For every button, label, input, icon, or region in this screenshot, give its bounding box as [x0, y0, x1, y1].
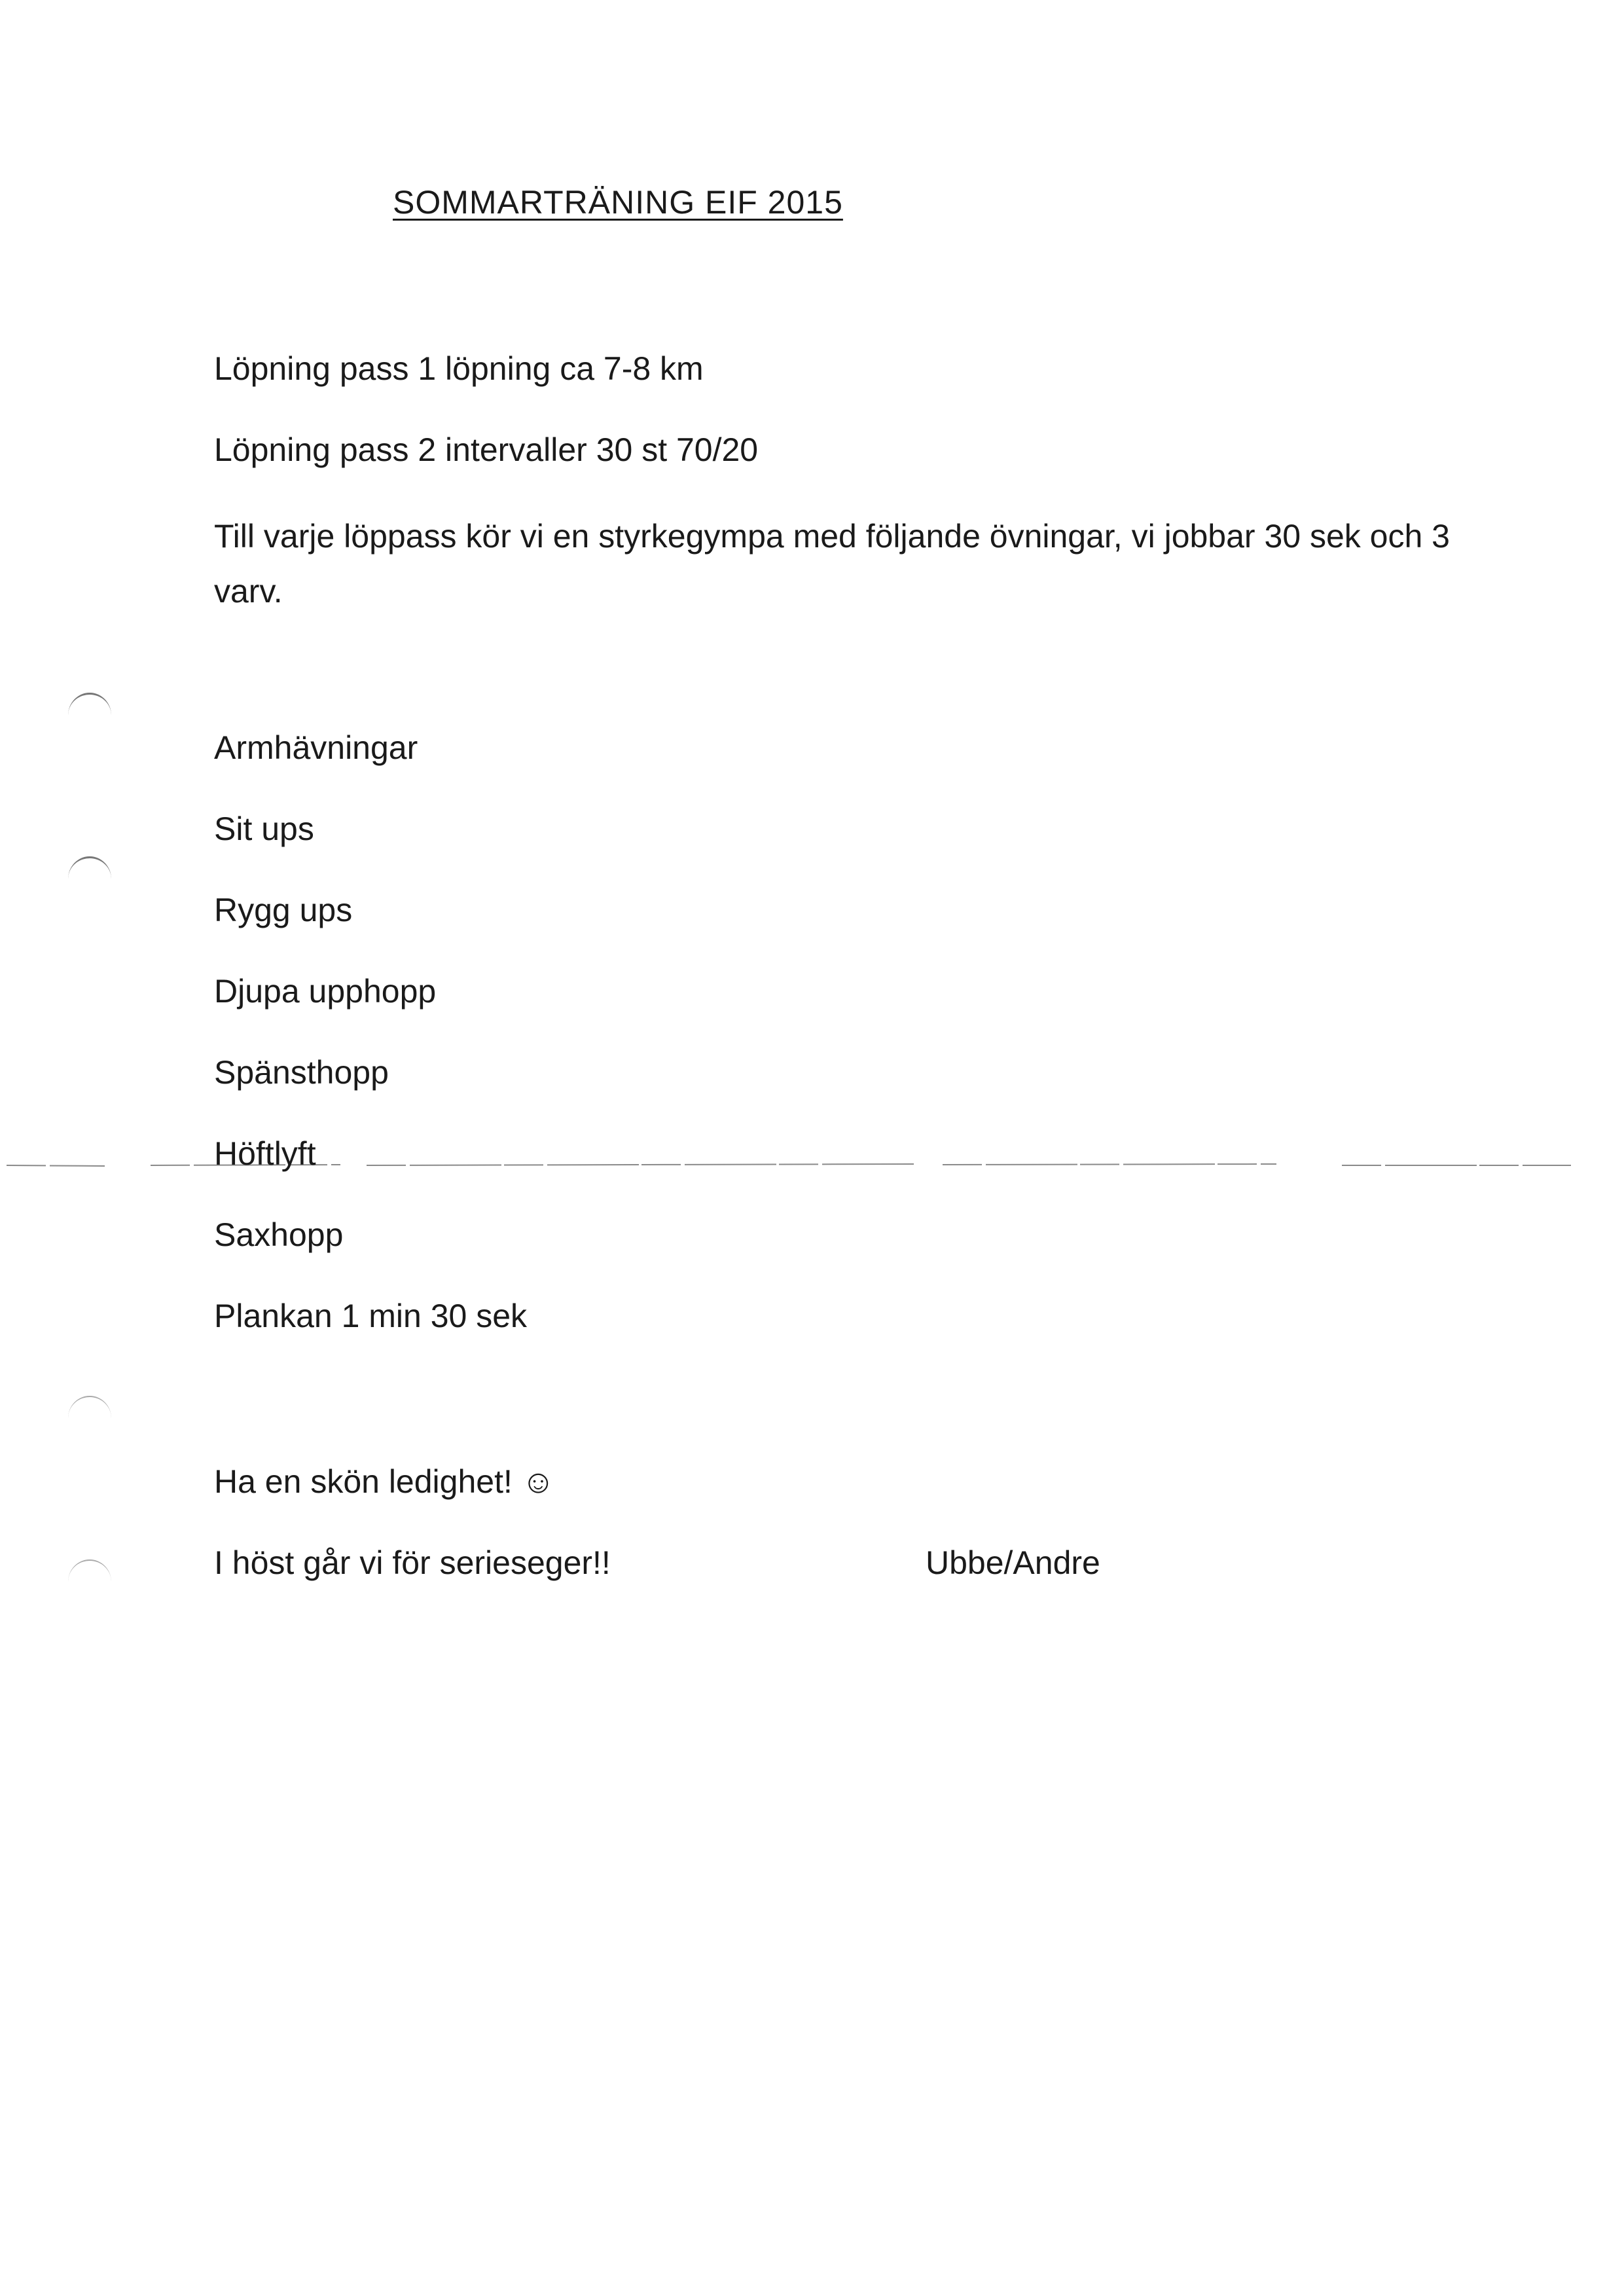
- exercise-item: Plankan 1 min 30 sek: [214, 1298, 528, 1334]
- binder-hole-mark: [68, 1396, 111, 1440]
- running-session-2: Löpning pass 2 intervaller 30 st 70/20: [214, 431, 759, 468]
- document-title: SOMMARTRÄNING EIF 2015: [393, 184, 843, 221]
- exercise-item: Sit ups: [214, 811, 314, 847]
- binder-hole-mark: [68, 693, 111, 738]
- closing-motto: I höst går vi för serieseger!!: [214, 1544, 611, 1581]
- intro-paragraph: Till varje löppass kör vi en styrkegympa med följande övningar, vi jobbar 30 sek och 3 varv.: [214, 518, 1450, 610]
- exercise-item: Saxhopp: [214, 1216, 344, 1253]
- exercise-item: Armhävningar: [214, 729, 418, 766]
- exercise-item: Höftlyft: [214, 1135, 316, 1172]
- exercise-item: Djupa upphopp: [214, 973, 437, 1010]
- running-session-1: Löpning pass 1 löpning ca 7-8 km: [214, 350, 704, 387]
- exercise-item: Rygg ups: [214, 892, 353, 928]
- binder-hole-mark: [68, 1559, 111, 1604]
- closing-greeting: Ha en skön ledighet! ☺: [214, 1463, 555, 1500]
- binder-hole-mark: [68, 856, 111, 902]
- exercise-item: Spänsthopp: [214, 1054, 389, 1091]
- signature: Ubbe/Andre: [926, 1544, 1100, 1581]
